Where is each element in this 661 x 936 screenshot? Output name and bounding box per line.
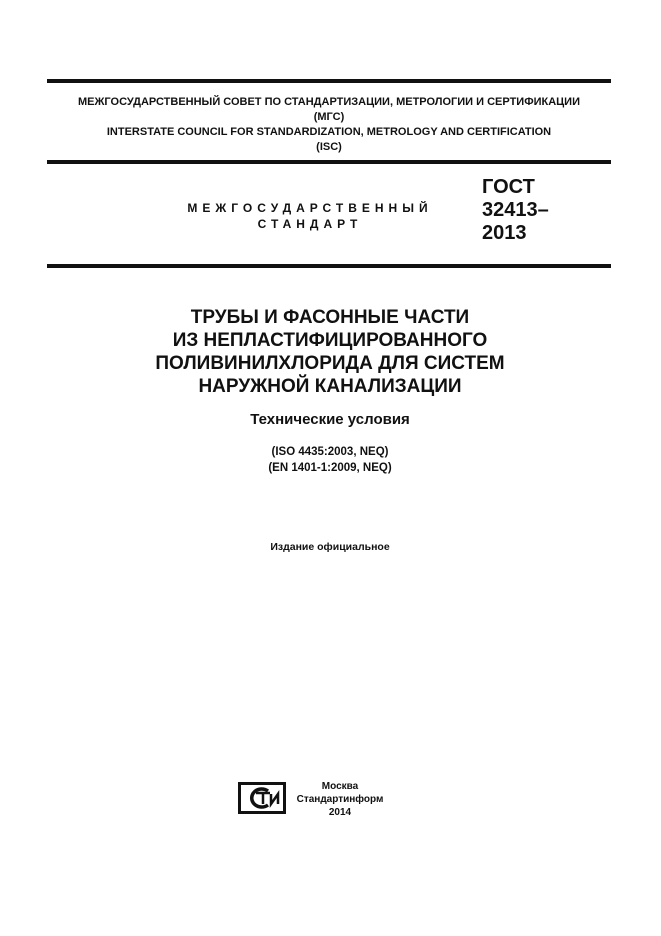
council-en-abbr: (ISC) [316,141,342,153]
standartinform-logo-icon [238,782,286,814]
gost-designation [482,176,549,245]
reference-item: (EN 1401-1:2009, NEQ) [268,462,392,474]
publisher-name: Стандартинформ [296,794,384,805]
standard-type-line2: СТАНДАРТ [257,217,363,231]
gost-prefix: ГОСТ [482,176,535,198]
reference-item: (ISO 4435:2003, NEQ) [271,446,389,458]
council-en-name: INTERSTATE COUNCIL FOR STANDARDIZATION, METROLOGY AND CERTIFICATION [106,126,552,138]
council-ru-abbr: (МГС) [313,111,345,123]
title-line: ИЗ НЕПЛАСТИФИЦИРОВАННОГО [172,330,488,351]
bottom-rule [47,264,611,268]
council-header [47,95,611,155]
gost-number: 32413– [482,199,549,221]
publisher-year: 2014 [328,807,352,818]
top-rule [47,79,611,83]
references [70,444,590,476]
edition-label: Издание официальное [270,541,390,553]
title-line: ТРУБЫ И ФАСОННЫЕ ЧАСТИ [190,307,470,328]
gost-year: 2013 [482,222,527,244]
middle-rule [47,160,611,164]
standard-type-line1: МЕЖГОСУДАРСТВЕННЫЙ [187,201,433,215]
publisher-block [290,780,390,819]
standard-type [150,200,470,232]
title-line: НАРУЖНОЙ КАНАЛИЗАЦИИ [198,376,462,397]
document-title [70,306,590,398]
council-ru-name: МЕЖГОСУДАРСТВЕННЫЙ СОВЕТ ПО СТАНДАРТИЗАЦИИ, МЕТРОЛОГИИ И СЕРТИФИКАЦИИ [77,96,580,108]
title-line: ПОЛИВИНИЛХЛОРИДА ДЛЯ СИСТЕМ [155,353,505,374]
document-subtitle: Технические условия [250,411,410,428]
publisher-city: Москва [321,781,359,792]
